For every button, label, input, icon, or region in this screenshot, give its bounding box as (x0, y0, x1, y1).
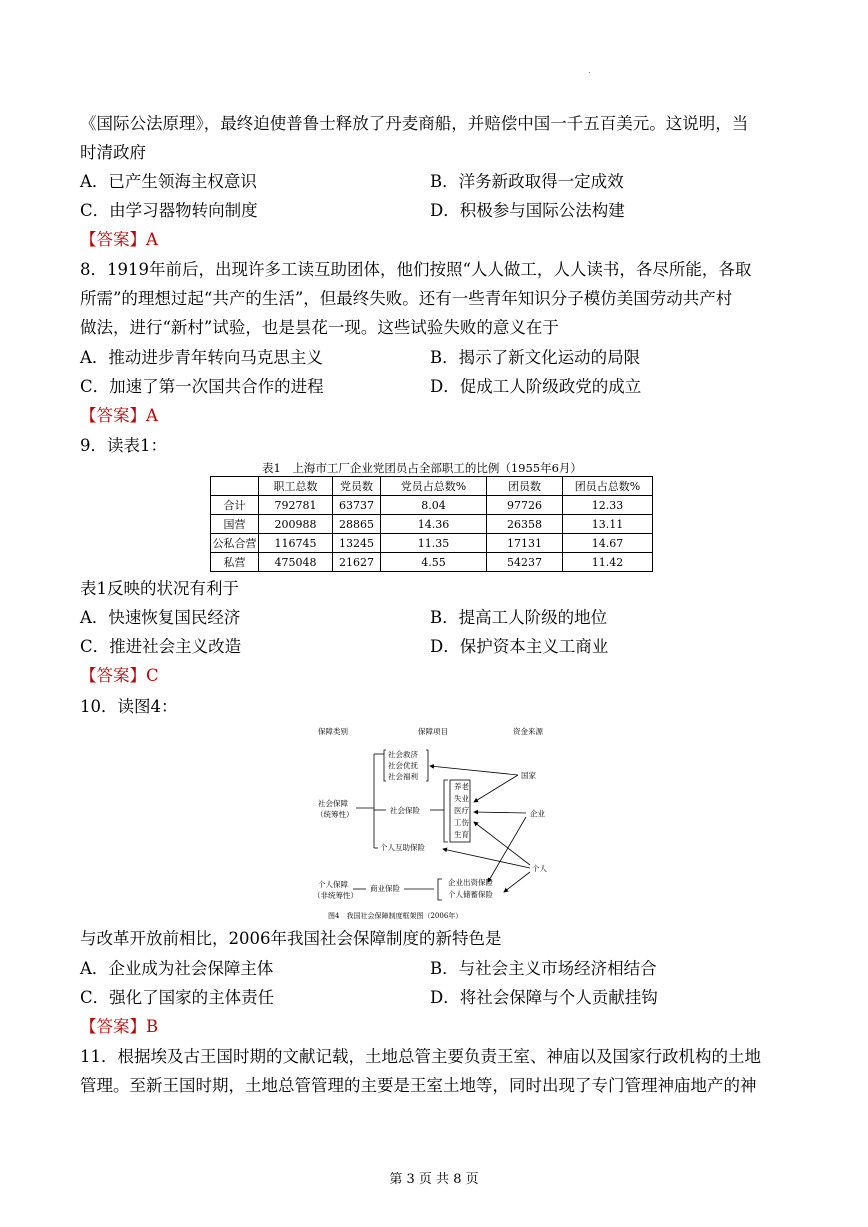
q7-answer: 【答案】A (80, 230, 158, 249)
q8-line-2: 所需”的理想过起“共产的生活”，但最终失败。还有一些青年知识分子模仿美国劳动共产村 (80, 289, 733, 308)
table-cell: 26358 (487, 515, 563, 534)
table-cell: 11.35 (381, 534, 487, 553)
q7-option-d: D．积极参与国际公法构建 (430, 201, 625, 220)
q9-option-c: C．推进社会主义改造 (80, 637, 242, 656)
item-relief: 社会救济 (388, 750, 418, 759)
header-item: 保障项目 (418, 727, 448, 736)
table-header-row (211, 477, 653, 496)
item-commercial: 商业保险 (370, 884, 400, 893)
table-cell: 4.55 (381, 553, 487, 572)
q11-line-1: 11．根据埃及古王国时期的文献记载，土地总管主要负责王室、神庙以及国家行政机构的土地 (80, 1047, 761, 1066)
ins-medical: 医疗 (454, 806, 469, 815)
item-enterprise-insurance: 企业出资保险 (448, 878, 493, 887)
table-cell: 11.42 (563, 553, 653, 572)
label-personal-security-sub: （非统筹性） (313, 891, 358, 900)
q8-option-d: D．促成工人阶级政党的成立 (430, 377, 642, 396)
figure-caption: 图4 我国社会保障制度框架图（2006年） (328, 912, 463, 920)
table-cell: 200988 (259, 515, 333, 534)
q8-option-a: A．推动进步青年转向马克思主义 (80, 348, 323, 367)
label-social-security: 社会保障 (318, 799, 348, 808)
source-enterprise: 企业 (530, 809, 545, 818)
table-caption: 表1 上海市工厂企业党团员占全部职工的比例（1955年6月） (262, 461, 582, 475)
q10-option-d: D．将社会保障与个人贡献挂钩 (430, 988, 658, 1007)
table-cell: 合计 (211, 496, 259, 515)
q10-answer: 【答案】B (80, 1017, 159, 1036)
table-cell: 54237 (487, 553, 563, 572)
header-category: 保障类别 (318, 727, 348, 736)
q9-option-a: A．快速恢复国民经济 (80, 608, 241, 627)
table-cell: 8.04 (381, 496, 487, 515)
table-cell: 13245 (333, 534, 381, 553)
table-header-cell (211, 477, 259, 496)
table-header-cell: 党员数 (333, 477, 381, 496)
label-personal-security: 个人保障 (318, 880, 348, 889)
q11-line-2: 管理。至新王国时期，土地总管管理的主要是王室土地等，同时出现了专门管理神庙地产的神 (80, 1076, 757, 1095)
table-cell: 14.67 (563, 534, 653, 553)
q10-option-b: B．与社会主义市场经济相结合 (430, 959, 657, 978)
q9-option-b: B．提高工人阶级的地位 (430, 608, 608, 627)
table-cell: 97726 (487, 496, 563, 515)
source-state: 国家 (521, 771, 536, 780)
q10-stem: 与改革开放前相比，2006年我国社会保障制度的新特色是 (80, 929, 502, 948)
header-mark: . (588, 66, 591, 75)
header-source: 资金来源 (513, 727, 543, 736)
table-row (211, 496, 653, 515)
item-social-insurance: 社会保险 (390, 806, 420, 815)
q8-answer: 【答案】A (80, 406, 158, 425)
table-cell: 14.36 (381, 515, 487, 534)
ins-injury: 工伤 (454, 818, 469, 827)
q9-answer: 【答案】C (80, 666, 159, 685)
table-cell: 116745 (259, 534, 333, 553)
table-cell: 475048 (259, 553, 333, 572)
table-header-cell: 团员数 (487, 477, 563, 496)
table-cell: 28865 (333, 515, 381, 534)
item-welfare: 社会福利 (388, 772, 418, 781)
q10-option-c: C．强化了国家的主体责任 (80, 988, 275, 1007)
source-individual: 个人 (532, 864, 547, 873)
table-cell: 国营 (211, 515, 259, 534)
q8-option-c: C．加速了第一次国共合作的进程 (80, 377, 324, 396)
ins-pension: 养老 (454, 782, 469, 791)
q8-line-3: 做法，进行“新村”试验，也是昙花一现。这些试验失败的意义在于 (80, 318, 559, 337)
social-security-diagram (308, 722, 570, 922)
table-header-cell: 团员占总数% (563, 477, 653, 496)
q10-option-a: A．企业成为社会保障主体 (80, 959, 274, 978)
q8-line-1: 8．1919年前后，出现许多工读互助团体，他们按照“人人做工，人人读书，各尽所能，各取 (80, 260, 752, 279)
data-table (210, 476, 653, 572)
table-cell: 21627 (333, 553, 381, 572)
q7-option-c: C．由学习器物转向制度 (80, 201, 258, 220)
q7-option-b: B．洋务新政取得一定成效 (430, 172, 624, 191)
table-cell: 13.11 (563, 515, 653, 534)
table-cell: 792781 (259, 496, 333, 515)
table-cell: 17131 (487, 534, 563, 553)
ins-unemployment: 失业 (454, 794, 469, 803)
ins-maternity: 生育 (454, 830, 469, 839)
q7-line-2: 时清政府 (80, 143, 146, 162)
q9-stem: 表1反映的状况有利于 (80, 579, 239, 598)
table-row (211, 553, 653, 572)
table-cell: 63737 (333, 496, 381, 515)
table-header-cell: 党员占总数% (381, 477, 487, 496)
item-savings-insurance: 个人储蓄保险 (448, 890, 493, 899)
q7-line-1: 《国际公法原理》，最终迫使普鲁士释放了丹麦商船，并赔偿中国一千五百美元。这说明，当 (80, 114, 749, 133)
q10-intro: 10．读图4： (80, 697, 178, 716)
q7-option-a: A．已产生领海主权意识 (80, 172, 257, 191)
label-social-security-sub: （统筹性） (316, 810, 354, 819)
table-cell: 私营 (211, 553, 259, 572)
item-mutual: 个人互助保险 (380, 843, 425, 852)
page-footer: 第 3 页 共 8 页 (389, 1172, 479, 1187)
q9-intro: 9．读表1： (80, 436, 167, 455)
q9-option-d: D．保护资本主义工商业 (430, 637, 609, 656)
item-preferential: 社会优抚 (388, 761, 418, 770)
table-cell: 公私合营 (211, 534, 259, 553)
table-row (211, 534, 653, 553)
q8-option-b: B．揭示了新文化运动的局限 (430, 348, 641, 367)
table-cell: 12.33 (563, 496, 653, 515)
table-row (211, 515, 653, 534)
table-header-cell: 职工总数 (259, 477, 333, 496)
